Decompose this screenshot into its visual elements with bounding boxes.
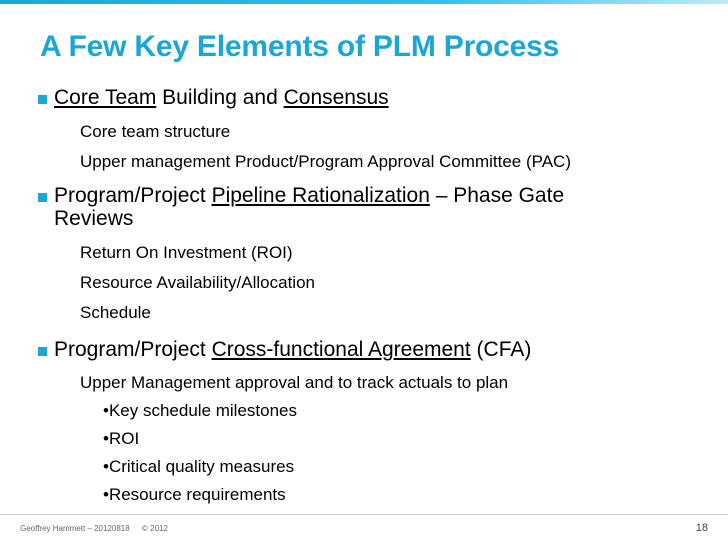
- top-accent-line: [0, 0, 728, 4]
- footer-copyright: © 2012: [142, 524, 168, 533]
- slide-footer: [0, 514, 728, 546]
- bullet-square: [38, 193, 47, 202]
- underlined-term: Consensus: [283, 86, 389, 109]
- section-heading-core-team: Core Team Building and Consensus: [54, 86, 389, 109]
- section-heading-cfa: Program/Project Cross-functional Agreement (CFA): [54, 338, 532, 361]
- sub-list-item: •Critical quality measures: [103, 457, 295, 476]
- list-item: Upper Management approval and to track actuals to plan: [80, 373, 509, 392]
- section-heading-continuation: Reviews: [54, 207, 134, 230]
- footer-divider: [0, 514, 728, 515]
- underlined-term: Cross-functional Agreement: [211, 338, 471, 361]
- bullet-square: [38, 347, 47, 356]
- slide-title: A Few Key Elements of PLM Process: [40, 30, 560, 63]
- sub-list-item: •ROI: [103, 429, 140, 448]
- page-number: 18: [695, 522, 708, 534]
- underlined-term: Core Team: [54, 86, 157, 109]
- list-item: Return On Investment (ROI): [80, 243, 293, 262]
- section-heading-pipeline: Program/Project Pipeline Rationalization – Phase Gate: [54, 184, 565, 207]
- underlined-term: Pipeline Rationalization: [211, 184, 430, 207]
- bullet-square: [38, 95, 47, 104]
- list-item: Schedule: [80, 303, 151, 322]
- footer-author: Geoffrey Hammett – 20120818: [20, 524, 130, 533]
- list-item: Core team structure: [80, 122, 231, 141]
- sub-list-item: •Key schedule milestones: [103, 401, 297, 420]
- sub-list-item: •Resource requirements: [103, 485, 286, 504]
- list-item: Resource Availability/Allocation: [80, 273, 315, 292]
- list-item: Upper management Product/Program Approval Committee (PAC): [80, 152, 571, 171]
